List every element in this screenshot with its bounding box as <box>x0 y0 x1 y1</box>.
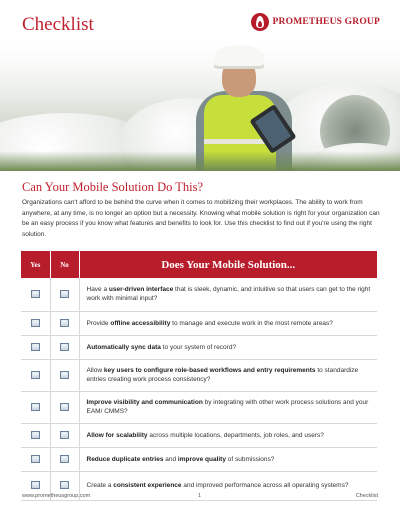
table-header-row <box>21 251 377 278</box>
yes-checkbox[interactable] <box>31 455 40 463</box>
checklist-table <box>21 251 377 501</box>
no-checkbox[interactable] <box>60 290 69 298</box>
table-row <box>21 391 377 423</box>
table-row <box>21 359 377 391</box>
page-number: 1 <box>198 493 202 499</box>
no-checkbox[interactable] <box>60 455 69 463</box>
table-row <box>21 311 377 335</box>
table-row <box>21 278 377 311</box>
question-text: Create a consistent experience and improved performance across all operating systems? <box>79 471 377 500</box>
table-row <box>21 423 377 447</box>
no-checkbox[interactable] <box>60 431 69 439</box>
footer-website-link[interactable]: www.prometheusgroup.com <box>22 493 91 499</box>
brand-name: PROMETHEUS GROUP <box>272 17 380 27</box>
hard-hat-icon <box>214 45 264 69</box>
column-header-no: No <box>50 251 79 278</box>
yes-checkbox[interactable] <box>31 431 40 439</box>
yes-checkbox[interactable] <box>31 481 40 489</box>
question-text: Allow for scalability across multiple locations, departments, job roles, and users? <box>79 423 377 447</box>
section-heading: Can Your Mobile Solution Do This? <box>22 180 204 194</box>
column-header-question: Does Your Mobile Solution... <box>79 251 377 278</box>
no-checkbox[interactable] <box>60 371 69 379</box>
question-text: Provide offline accessibility to manage and execute work in the most remote areas? <box>79 311 377 335</box>
hero-photo <box>0 43 400 171</box>
question-text: Allow key users to configure role-based workflows and entry requirements to standardize entries creating work process consistency? <box>79 359 377 391</box>
yes-checkbox[interactable] <box>31 343 40 351</box>
flame-logo-icon <box>251 13 269 31</box>
table-row <box>21 447 377 471</box>
column-header-yes: Yes <box>21 251 50 278</box>
yes-checkbox[interactable] <box>31 319 40 327</box>
question-text: Automatically sync data to your system of record? <box>79 335 377 359</box>
no-checkbox[interactable] <box>60 403 69 411</box>
yes-checkbox[interactable] <box>31 371 40 379</box>
yes-checkbox[interactable] <box>31 403 40 411</box>
footer-label: Checklist <box>355 493 378 499</box>
no-checkbox[interactable] <box>60 343 69 351</box>
intro-paragraph: Organizations can't afford to be behind the curve when it comes to mobilizing their workplaces. The ability to work from anywhere, at any time, is no longer an option but a necessity. Knowing what mobile solution is right for your organization can be an easy process if you know what features and benefits to look for. Use this checklist to find out if you're using the right solution. <box>22 199 380 238</box>
question-text: Have a user-driven interface that is sleek, dynamic, and intuitive so that users can get to the right work with minimal input? <box>79 278 377 311</box>
no-checkbox[interactable] <box>60 481 69 489</box>
page-title: Checklist <box>22 14 94 35</box>
no-checkbox[interactable] <box>60 319 69 327</box>
yes-checkbox[interactable] <box>31 290 40 298</box>
table-row <box>21 335 377 359</box>
question-text: Improve visibility and communication by integrating with other work process solutions and your EAM/ CMMS? <box>79 391 377 423</box>
brand-logo <box>251 13 380 31</box>
question-text: Reduce duplicate entries and improve quality of submissions? <box>79 447 377 471</box>
